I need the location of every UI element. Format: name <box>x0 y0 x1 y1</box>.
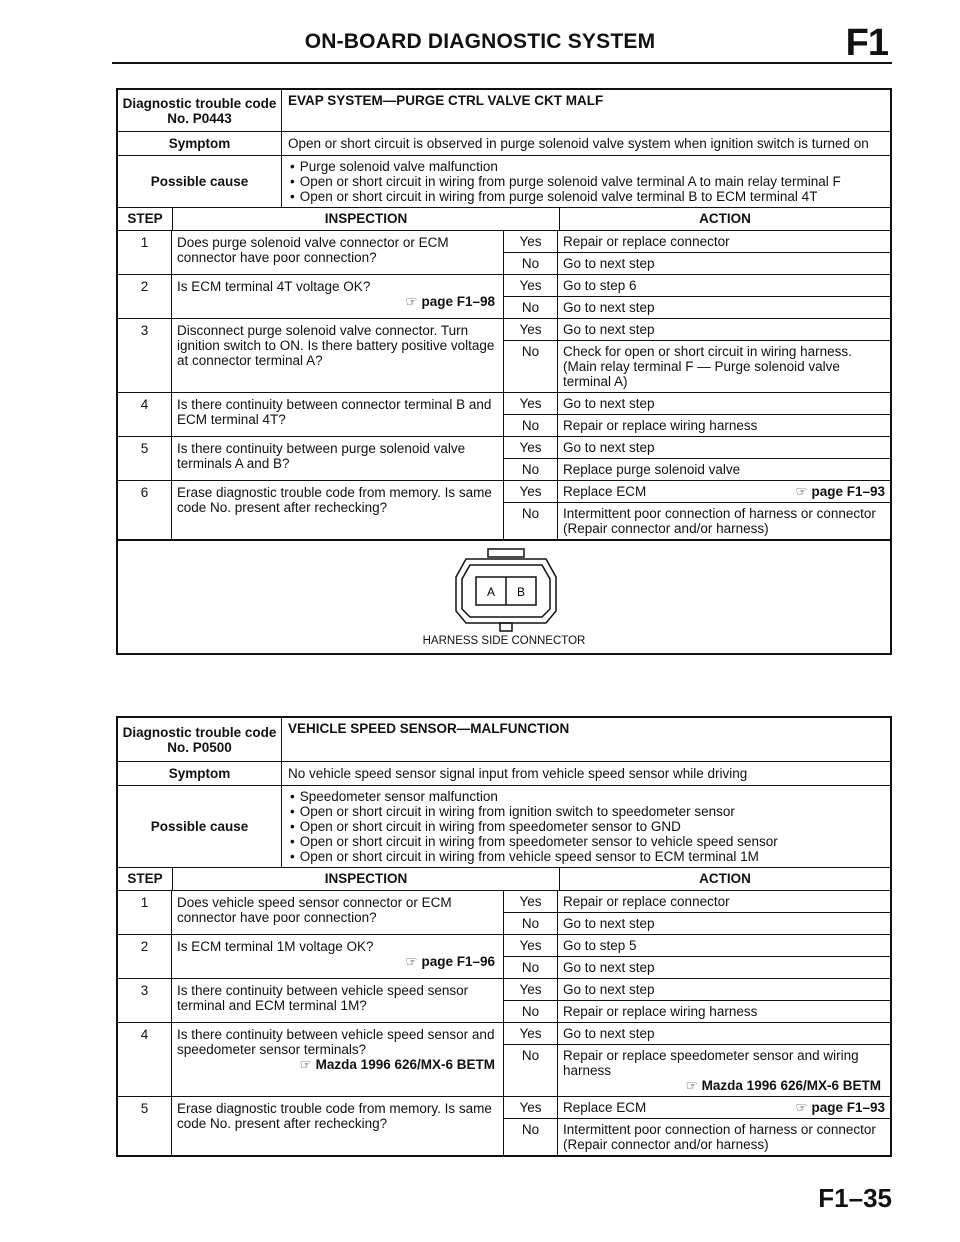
header-action: ACTION <box>699 211 751 226</box>
step-table-header <box>118 868 890 891</box>
action-text: Repair or replace connector <box>563 894 730 909</box>
cause-item: • Purge solenoid valve malfunction <box>302 159 884 174</box>
cause-list-container <box>282 786 890 867</box>
page-header-title: ON-BOARD DIAGNOSTIC SYSTEM <box>304 30 656 53</box>
action-text: Go to next step <box>563 322 655 337</box>
no-action <box>558 1045 890 1096</box>
no-label: No <box>521 344 540 359</box>
cause-list-container <box>282 156 890 207</box>
yes-no-column <box>504 979 558 1022</box>
yes-action <box>558 1023 890 1045</box>
yes-action <box>558 481 890 503</box>
action-text: Go to next step <box>563 1026 655 1041</box>
yes-action <box>558 1097 890 1119</box>
action-column <box>558 891 890 934</box>
yes-no-column <box>504 481 558 539</box>
inspection-cell <box>172 231 504 274</box>
pointing-hand-icon: ☞ <box>795 484 808 499</box>
cause-item: • Open or short circuit in wiring from speedometer sensor to GND <box>302 819 884 834</box>
yes-label: Yes <box>504 1023 557 1045</box>
action-column <box>558 481 890 539</box>
step-row <box>118 231 890 275</box>
action-text: Go to next step <box>563 982 655 997</box>
action-text: Go to step 5 <box>563 938 637 953</box>
action-reference <box>563 1078 885 1093</box>
no-action <box>558 1001 890 1022</box>
symptom-row <box>118 762 890 786</box>
inspection-reference <box>177 1057 499 1072</box>
inspection-text: Does purge solenoid valve connector or ECM connector have poor connection? <box>177 235 449 265</box>
header-inspection: INSPECTION <box>173 208 560 230</box>
action-text: Replace ECM <box>563 484 647 499</box>
yes-label: Yes <box>504 1097 557 1119</box>
yes-no-column <box>504 231 558 274</box>
step-row <box>118 1097 890 1155</box>
reference-text: page F1–98 <box>421 294 495 309</box>
yes-action <box>558 393 890 415</box>
inspection-text: Is ECM terminal 4T voltage OK? <box>177 279 371 294</box>
yes-label: Yes <box>504 891 557 913</box>
inspection-text: Is there continuity between vehicle speed sensor terminal and ECM terminal 1M? <box>177 983 469 1013</box>
yes-action <box>558 275 890 297</box>
inspection-text: Is there continuity between purge solenoid valve terminals A and B? <box>177 441 466 471</box>
yes-no-column <box>504 437 558 480</box>
action-column <box>558 437 890 480</box>
action-column <box>558 231 890 274</box>
inspection-cell <box>172 979 504 1022</box>
symptom-label: Symptom <box>118 132 282 155</box>
inspection-cell <box>172 437 504 480</box>
action-column <box>558 1023 890 1096</box>
action-column <box>558 979 890 1022</box>
cause-item: • Open or short circuit in wiring from vehicle speed sensor to ECM terminal 1M <box>302 849 884 864</box>
cause-item: • Speedometer sensor malfunction <box>302 789 884 804</box>
symptom-label: Symptom <box>118 762 282 785</box>
inspection-cell <box>172 935 504 978</box>
page-number: F1–35 <box>818 1183 892 1213</box>
header-inspection: INSPECTION <box>173 868 560 890</box>
cause-item: • Open or short circuit in wiring from purge solenoid valve terminal B to ECM terminal 4T <box>302 189 884 204</box>
symptom-text: No vehicle speed sensor signal input from vehicle speed sensor while driving <box>288 766 748 781</box>
step-number: 5 <box>118 1097 172 1155</box>
inspection-text: Is ECM terminal 1M voltage OK? <box>177 939 374 954</box>
action-text: Go to next step <box>563 396 655 411</box>
dtc-label: Diagnostic trouble code No. P0443 <box>118 90 282 131</box>
reference-text: Mazda 1996 626/MX-6 BETM <box>701 1078 881 1093</box>
cause-list <box>288 789 884 864</box>
inspection-text: Is there continuity between vehicle speed sensor and speedometer sensor terminals? <box>177 1027 495 1057</box>
action-text: Repair or replace wiring harness <box>563 418 758 433</box>
action-text: Check for open or short circuit in wiring harness. (Main relay terminal F — Purge solenoid valve terminal A) <box>563 344 852 389</box>
no-action <box>558 459 890 480</box>
inspection-text: Does vehicle speed sensor connector or ECM connector have poor connection? <box>177 895 452 925</box>
action-column <box>558 1097 890 1155</box>
step-number: 2 <box>118 275 172 318</box>
yes-label: Yes <box>504 275 557 297</box>
no-label: No <box>521 256 540 271</box>
action-column <box>558 275 890 318</box>
cause-item: • Open or short circuit in wiring from ignition switch to speedometer sensor <box>302 804 884 819</box>
step-number: 4 <box>118 1023 172 1096</box>
yes-no-column <box>504 319 558 392</box>
step-number: 3 <box>118 319 172 392</box>
step-row <box>118 935 890 979</box>
no-action <box>558 957 890 978</box>
step-number: 4 <box>118 393 172 436</box>
step-row <box>118 437 890 481</box>
step-number: 2 <box>118 935 172 978</box>
no-action <box>558 253 890 274</box>
action-text: Go to next step <box>563 960 655 975</box>
no-label: No <box>521 960 540 975</box>
no-action <box>558 913 890 934</box>
pointing-hand-icon: ☞ <box>405 294 418 309</box>
step-number: 1 <box>118 891 172 934</box>
cause-label: Possible cause <box>118 786 282 867</box>
action-text: Go to next step <box>563 256 655 271</box>
action-reference <box>795 1100 885 1115</box>
inspection-cell <box>172 1023 504 1096</box>
no-label: No <box>521 462 540 477</box>
cause-item: • Open or short circuit in wiring from speedometer sensor to vehicle speed sensor <box>302 834 884 849</box>
yes-label: Yes <box>504 935 557 957</box>
action-text: Intermittent poor connection of harness or connector (Repair connector and/or harness) <box>563 1122 876 1152</box>
action-text: Replace purge solenoid valve <box>563 462 741 477</box>
reference-text: Mazda 1996 626/MX-6 BETM <box>315 1057 495 1072</box>
yes-action <box>558 891 890 913</box>
yes-no-column <box>504 1023 558 1096</box>
symptom-row <box>118 132 890 156</box>
action-text: Repair or replace speedometer sensor and wiring harness <box>563 1048 859 1078</box>
cause-list <box>288 159 884 204</box>
pointing-hand-icon: ☞ <box>299 1057 312 1072</box>
step-number: 6 <box>118 481 172 539</box>
step-row <box>118 393 890 437</box>
step-row <box>118 275 890 319</box>
no-label: No <box>521 1004 540 1019</box>
no-action <box>558 297 890 318</box>
action-text: Replace ECM <box>563 1100 647 1115</box>
header-step: STEP <box>118 208 173 230</box>
action-text: Repair or replace wiring harness <box>563 1004 758 1019</box>
yes-label: Yes <box>504 979 557 1001</box>
action-column <box>558 935 890 978</box>
action-text: Go to next step <box>563 440 655 455</box>
terminal-b-label: B <box>516 585 526 599</box>
yes-label: Yes <box>504 437 557 459</box>
inspection-text: Erase diagnostic trouble code from memory. Is same code No. present after rechecking? <box>177 1101 492 1131</box>
yes-no-column <box>504 1097 558 1155</box>
yes-no-column <box>504 393 558 436</box>
inspection-cell <box>172 319 504 392</box>
no-label: No <box>521 1122 540 1137</box>
section-code: F1 <box>845 22 888 64</box>
dtc-table-p0443 <box>116 88 892 655</box>
pointing-hand-icon: ☞ <box>405 954 418 969</box>
diagram-caption: HARNESS SIDE CONNECTOR <box>422 635 586 647</box>
action-column <box>558 393 890 436</box>
no-label: No <box>521 1048 540 1063</box>
inspection-cell <box>172 1097 504 1155</box>
harness-connector-icon <box>446 547 566 633</box>
header-action: ACTION <box>699 871 751 886</box>
step-row <box>118 1023 890 1097</box>
yes-no-column <box>504 935 558 978</box>
reference-text: page F1–93 <box>811 1100 885 1115</box>
inspection-text: Is there continuity between connector terminal B and ECM terminal 4T? <box>177 397 492 427</box>
pointing-hand-icon: ☞ <box>685 1078 698 1093</box>
connector-diagram <box>118 540 890 653</box>
symptom-text: Open or short circuit is observed in purge solenoid valve system when ignition switch is turned on <box>288 136 869 151</box>
inspection-reference <box>177 294 499 309</box>
cause-label: Possible cause <box>118 156 282 207</box>
yes-action <box>558 437 890 459</box>
yes-label: Yes <box>504 481 557 503</box>
step-row <box>118 891 890 935</box>
inspection-cell <box>172 481 504 539</box>
dtc-title: VEHICLE SPEED SENSOR—MALFUNCTION <box>288 721 570 736</box>
dtc-label: Diagnostic trouble code No. P0500 <box>118 718 282 761</box>
no-action <box>558 341 890 392</box>
inspection-cell <box>172 275 504 318</box>
inspection-cell <box>172 891 504 934</box>
step-number: 3 <box>118 979 172 1022</box>
header-step: STEP <box>118 868 173 890</box>
action-text: Intermittent poor connection of harness or connector (Repair connector and/or harness) <box>563 506 876 536</box>
dtc-table-p0500 <box>116 716 892 1157</box>
yes-action <box>558 231 890 253</box>
action-text: Go to next step <box>563 916 655 931</box>
action-column <box>558 319 890 392</box>
inspection-text: Disconnect purge solenoid valve connector. Turn ignition switch to ON. Is there battery positive voltage at connector terminal A? <box>177 323 495 368</box>
yes-label: Yes <box>504 319 557 341</box>
reference-text: page F1–96 <box>421 954 495 969</box>
cause-row <box>118 786 890 868</box>
yes-action <box>558 319 890 341</box>
header-rule <box>112 62 892 64</box>
step-row <box>118 979 890 1023</box>
inspection-reference <box>177 954 499 969</box>
action-text: Go to step 6 <box>563 278 637 293</box>
action-reference <box>795 484 885 499</box>
action-text: Go to next step <box>563 300 655 315</box>
action-text: Repair or replace connector <box>563 234 730 249</box>
dtc-title: EVAP SYSTEM—PURGE CTRL VALVE CKT MALF <box>288 93 604 108</box>
terminal-a-label: A <box>486 585 496 599</box>
inspection-text: Erase diagnostic trouble code from memory. Is same code No. present after rechecking? <box>177 485 492 515</box>
step-number: 1 <box>118 231 172 274</box>
no-label: No <box>521 916 540 931</box>
no-label: No <box>521 506 540 521</box>
dtc-row <box>118 90 890 132</box>
yes-no-column <box>504 275 558 318</box>
yes-action <box>558 935 890 957</box>
step-row <box>118 481 890 540</box>
no-label: No <box>521 300 540 315</box>
no-label: No <box>521 418 540 433</box>
step-table-header <box>118 208 890 231</box>
step-number: 5 <box>118 437 172 480</box>
pointing-hand-icon: ☞ <box>795 1100 808 1115</box>
yes-label: Yes <box>504 393 557 415</box>
no-action <box>558 503 890 539</box>
no-action <box>558 415 890 436</box>
no-action <box>558 1119 890 1155</box>
yes-label: Yes <box>504 231 557 253</box>
yes-action <box>558 979 890 1001</box>
step-row <box>118 319 890 393</box>
reference-text: page F1–93 <box>811 484 885 499</box>
cause-row <box>118 156 890 208</box>
inspection-cell <box>172 393 504 436</box>
dtc-row <box>118 718 890 762</box>
yes-no-column <box>504 891 558 934</box>
cause-item: • Open or short circuit in wiring from purge solenoid valve terminal A to main relay terminal F <box>302 174 884 189</box>
